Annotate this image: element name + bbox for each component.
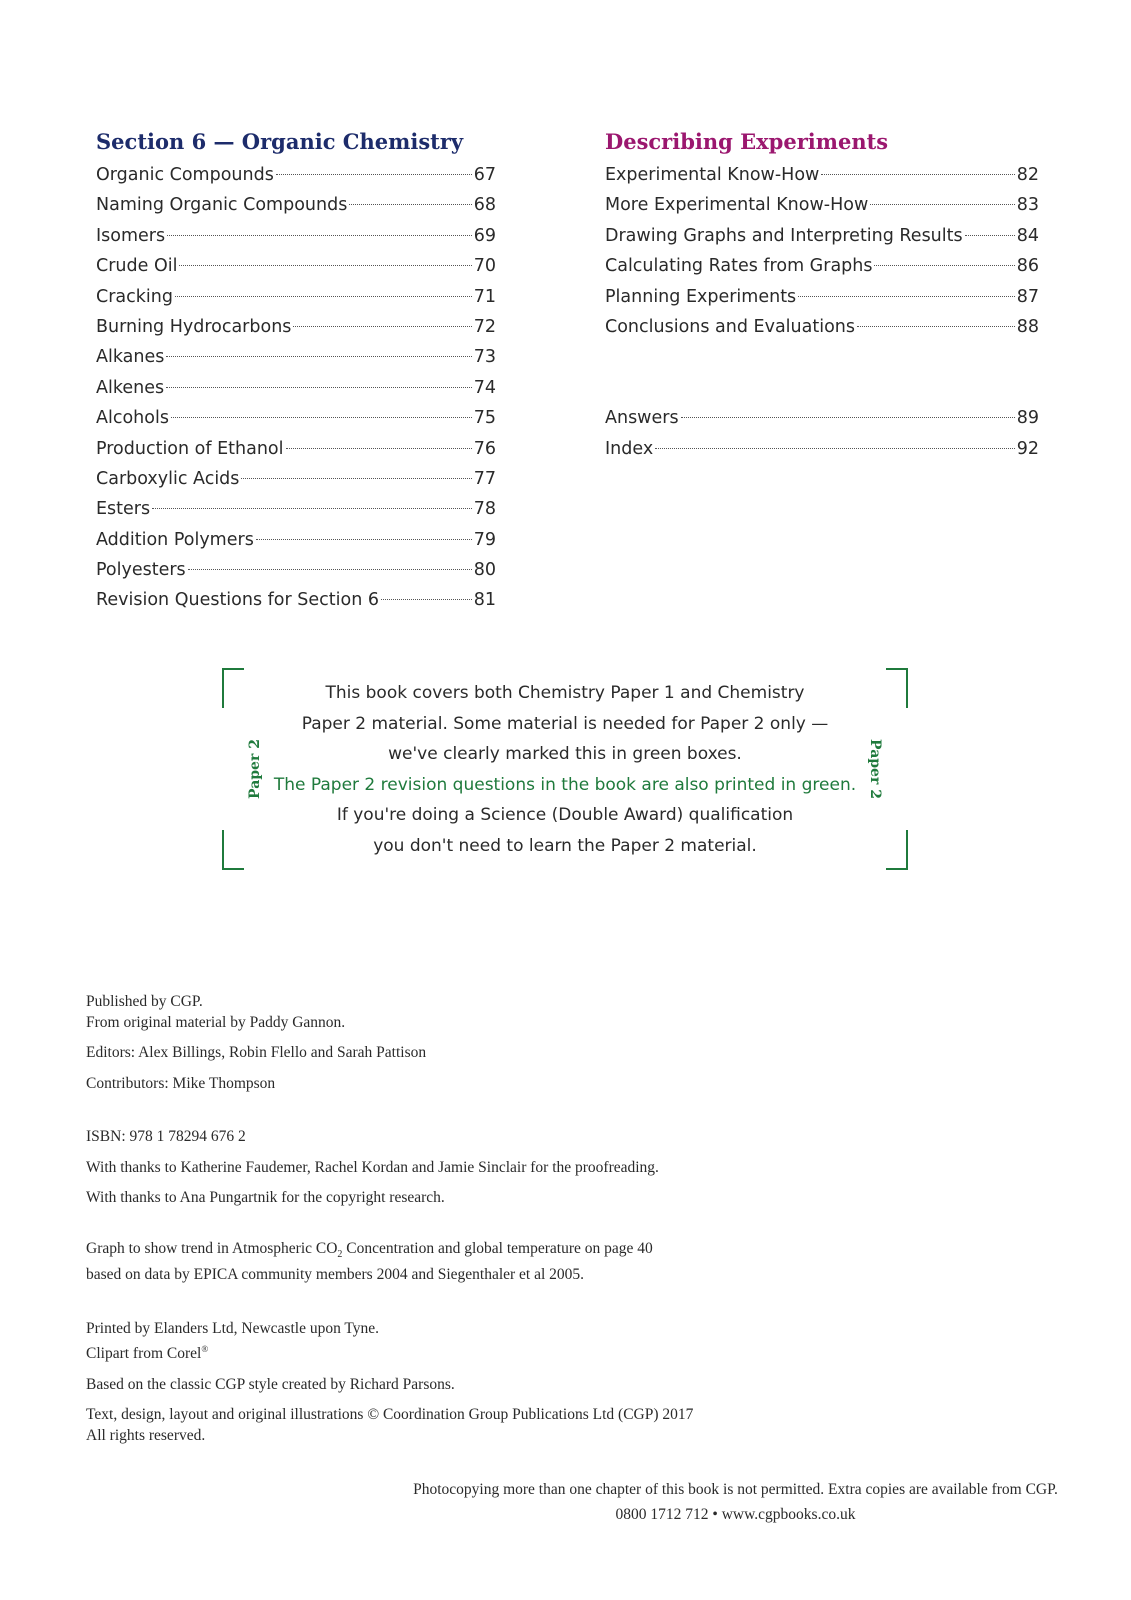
toc-column-describing-experiments [605, 128, 1039, 464]
toc-entry-page: 80 [473, 560, 496, 581]
toc-entry-title: Alkanes [96, 347, 165, 368]
toc-entry-page: 89 [1016, 408, 1039, 429]
toc-entry-page: 79 [473, 529, 496, 550]
corner-bracket [222, 668, 244, 708]
paper-2-side-label: Paper 2 [246, 739, 263, 799]
corner-bracket [222, 830, 244, 870]
dot-leader [655, 448, 1015, 449]
toc-entry-title: Conclusions and Evaluations [605, 316, 855, 337]
toc-entry-title: Carboxylic Acids [96, 468, 240, 489]
toc-entry-title: Organic Compounds [96, 165, 274, 185]
dot-leader [152, 508, 472, 509]
copyright-research-thanks: With thanks to Ana Pungartnik for the copyright research. [86, 1189, 445, 1206]
toc-entry [96, 282, 496, 312]
dot-leader [276, 174, 472, 175]
toc-entry [96, 434, 496, 464]
toc-entry-title: Polyesters [96, 560, 186, 581]
toc-entry-title: Isomers [96, 225, 166, 246]
toc-entry [605, 251, 1039, 281]
toc-entry-page: 84 [1016, 225, 1039, 246]
toc-entry-title: Experimental Know-How [605, 165, 820, 185]
toc-entry-title: Revision Questions for Section 6 [96, 590, 379, 611]
footer [0, 1477, 1131, 1527]
toc-entry-page: 78 [473, 499, 496, 520]
toc-entry-page: 87 [1016, 286, 1039, 307]
paper-2-notice-box [222, 668, 908, 870]
toc-entry [605, 221, 1039, 251]
notice-line: This book covers both Chemistry Paper 1 and Chemistry [325, 683, 805, 703]
toc-entry-title: Cracking [96, 286, 173, 307]
toc-entry-title: Index [605, 438, 654, 459]
dot-leader [965, 235, 1015, 236]
toc-entry-page: 88 [1016, 316, 1039, 337]
toc-entry [96, 494, 496, 524]
toc-entry-title: Burning Hydrocarbons [96, 316, 292, 337]
corner-bracket [886, 668, 908, 708]
toc-column-organic-chemistry [96, 128, 496, 616]
copyright-line: Text, design, layout and original illustrations © Coordination Group Publications Ltd (CGP) 2017 [86, 1406, 694, 1424]
original-material-line: From original material by Paddy Gannon. [86, 1013, 346, 1031]
dot-leader [293, 326, 471, 327]
dot-leader [798, 296, 1015, 297]
toc-entry [96, 221, 496, 251]
published-line: Published by CGP. [86, 993, 203, 1010]
dot-leader [381, 599, 472, 600]
toc-entry [96, 342, 496, 372]
toc-entry-page: 73 [473, 347, 496, 368]
registered-mark: ® [201, 1344, 209, 1355]
toc-list [605, 160, 1039, 342]
dot-leader [874, 265, 1014, 266]
photocopy-notice: Photocopying more than one chapter of this book is not permitted. Extra copies are available from CGP. [413, 1481, 1058, 1498]
dot-leader [821, 174, 1014, 175]
toc-entry-page: 92 [1016, 438, 1039, 459]
dot-leader [286, 448, 472, 449]
contact-line: 0800 1712 712 • www.cgpbooks.co.uk [615, 1506, 856, 1523]
dot-leader [256, 539, 472, 540]
corner-bracket [886, 830, 908, 870]
subscript: 2 [337, 1248, 343, 1260]
toc-entry-page: 81 [473, 590, 496, 611]
clipart-line [86, 1339, 1046, 1365]
graph-credit-line-2: based on data by EPICA community members 2004 and Siegenthaler et al 2005. [86, 1266, 585, 1284]
toc-entry [605, 312, 1039, 342]
toc-entry-title: Alkenes [96, 377, 165, 398]
dot-leader [241, 478, 471, 479]
toc-entry-page: 82 [1016, 165, 1039, 185]
section-heading: Section 6 — Organic Chemistry [96, 129, 464, 154]
toc-entry-title: Esters [96, 499, 151, 520]
notice-line: Paper 2 material. Some material is needed for Paper 2 only — [301, 713, 829, 734]
toc-entry-title: Addition Polymers [96, 529, 254, 550]
toc-entry [96, 160, 496, 190]
proofreading-thanks: With thanks to Katherine Faudemer, Rachel Kordan and Jamie Sinclair for the proofreading. [86, 1158, 659, 1176]
dot-leader [166, 356, 471, 357]
editors-line: Editors: Alex Billings, Robin Flello and Sarah Pattison [86, 1044, 427, 1061]
toc-entry [96, 403, 496, 433]
spacer [605, 342, 1039, 403]
toc-entry-title: Drawing Graphs and Interpreting Results [605, 225, 963, 246]
printed-by-line: Printed by Elanders Ltd, Newcastle upon Tyne. [86, 1319, 380, 1337]
dot-leader [171, 417, 472, 418]
toc-entry-page: 69 [473, 225, 496, 246]
toc-entry-page: 83 [1016, 195, 1039, 216]
toc-entry-title: Planning Experiments [605, 286, 797, 307]
dot-leader [857, 326, 1015, 327]
toc-entry-title: Answers [605, 408, 679, 429]
toc-entry-page: 75 [473, 408, 496, 429]
dot-leader [166, 387, 472, 388]
toc-entry [96, 525, 496, 555]
toc-entry-page: 70 [473, 256, 496, 277]
toc-entry-page: 76 [473, 438, 496, 459]
imprint-block [86, 992, 1046, 1446]
toc-entry [96, 585, 496, 615]
contributors-line: Contributors: Mike Thompson [86, 1074, 276, 1092]
toc-entry-title: Alcohols [96, 408, 169, 429]
dot-leader [870, 204, 1014, 205]
dot-leader [681, 417, 1015, 418]
toc-entry-title: More Experimental Know-How [605, 195, 869, 216]
dot-leader [179, 265, 471, 266]
toc-entry [605, 403, 1039, 433]
toc-entry [96, 373, 496, 403]
toc-entry [605, 434, 1039, 464]
toc-entry [605, 160, 1039, 190]
toc-entry-page: 68 [473, 195, 496, 216]
toc-entry-page: 74 [473, 377, 496, 398]
toc-entry [605, 282, 1039, 312]
toc-entry [96, 190, 496, 220]
rights-line: All rights reserved. [86, 1426, 206, 1444]
toc-entry [96, 312, 496, 342]
toc-entry-title: Production of Ethanol [96, 438, 284, 459]
isbn-line: ISBN: 978 1 78294 676 2 [86, 1128, 246, 1145]
dot-leader [167, 235, 472, 236]
notice-line: we've clearly marked this in green boxes. [388, 744, 742, 764]
graph-credit-text: Concentration and global temperature on page 40 [342, 1239, 653, 1257]
toc-entry-page: 67 [473, 165, 496, 185]
section-heading: Describing Experiments [605, 129, 889, 154]
notice-line: you don't need to learn the Paper 2 material. [373, 835, 757, 856]
toc-entry [96, 555, 496, 585]
based-on-line: Based on the classic CGP style created by Richard Parsons. [86, 1375, 455, 1393]
graph-credit-line [86, 1239, 1046, 1266]
toc-list [96, 160, 496, 616]
dot-leader [349, 204, 471, 205]
dot-leader [188, 569, 472, 570]
toc-entry-title: Crude Oil [96, 256, 178, 277]
toc-list-back-matter [605, 403, 1039, 464]
toc-entry-title: Calculating Rates from Graphs [605, 256, 873, 277]
toc-entry-page: 71 [473, 286, 496, 307]
toc-entry [96, 251, 496, 281]
toc-entry-page: 77 [473, 468, 496, 489]
dot-leader [175, 296, 472, 297]
graph-credit-text: Graph to show trend in Atmospheric CO [86, 1239, 338, 1257]
paper-2-side-label: Paper 2 [867, 739, 884, 799]
toc-entry-page: 86 [1016, 256, 1039, 277]
toc-entry [605, 190, 1039, 220]
paper-2-notice-text [262, 678, 868, 861]
toc-entry-page: 72 [473, 316, 496, 337]
toc-entry [96, 464, 496, 494]
notice-line: If you're doing a Science (Double Award) qualification [336, 805, 794, 825]
notice-line-green: The Paper 2 revision questions in the book are also printed in green. [273, 774, 857, 795]
toc-entry-title: Naming Organic Compounds [96, 195, 348, 216]
clipart-text: Clipart from Corel [86, 1345, 202, 1363]
